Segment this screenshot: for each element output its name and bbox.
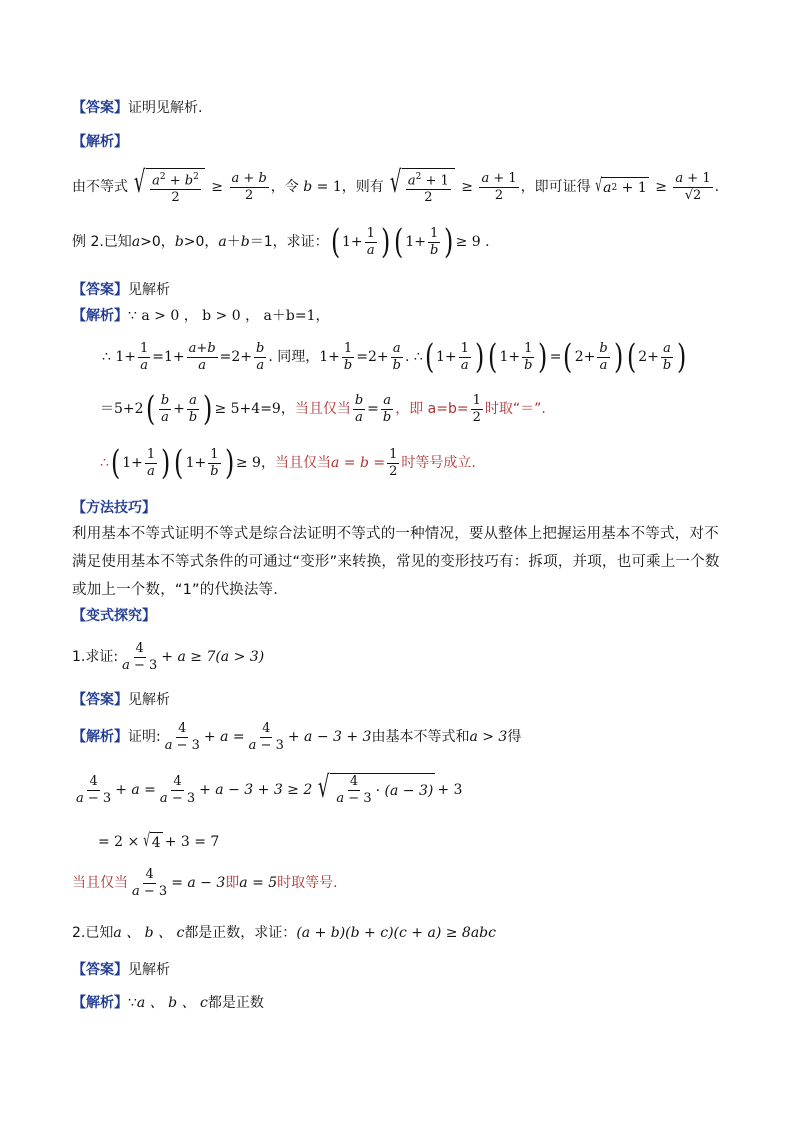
derivation-line-4: $\frac{4}{a - 3}$ + a = $\frac{4}{a - 3}$ + a − 3 + 3 ≥ 2 √ $\frac{4}{a - 3}$ · (a − 3) + 3 [76, 770, 463, 806]
question-2-line [72, 922, 496, 944]
text-let: ，令 [270, 179, 299, 195]
answer-line-4 [72, 960, 170, 980]
d5-b: 4 [150, 832, 163, 853]
variant-tag-line [72, 606, 156, 626]
question-1-line: 1.求证: $\frac{4}{a - 3}$ + a ≥ 7(a > 3) [72, 640, 265, 673]
analysis-tag-2: 【解析】 [72, 308, 128, 324]
d6-c: 即 [225, 875, 240, 891]
d5-a: = 2 × [98, 834, 140, 850]
answer-tag-2: 【答案】 [72, 282, 128, 298]
example-2-label: 例 2.已知 [72, 234, 132, 250]
example-2-prove: ＝1，求证： [249, 234, 329, 250]
text-by-inequality: 由不等式 [72, 179, 128, 195]
d1-f: . ∴ [404, 349, 423, 365]
method-tag-line [72, 498, 156, 518]
jx3-a: 证明: [128, 729, 161, 745]
d4-d: + 3 [437, 782, 463, 798]
d6-e: 时取等号. [277, 875, 338, 891]
answer-line-3 [72, 690, 170, 710]
sqrt-4: √ 4 [143, 829, 161, 851]
q2-d: (a + b)(b + c)(c + a) ≥ 8abc [296, 925, 496, 941]
q1-label: 1.求证: [72, 649, 119, 665]
analysis-tag-4: 【解析】 [72, 995, 128, 1011]
answer-tag-3: 【答案】 [72, 692, 128, 708]
sqrt-expression-4: √ $\frac{4}{a - 3}$ · (a − 3) [318, 770, 434, 806]
q2-a: 2.已知 [72, 925, 114, 941]
d3-a: ∴ [100, 455, 109, 471]
answer-text: 证明见解析. [128, 100, 203, 116]
d2-a: ＝5+2 [100, 401, 144, 417]
jx4-b: a 、 b 、 c [136, 995, 208, 1011]
method-tag: 【方法技巧】 [72, 500, 156, 516]
d2-d: = [367, 401, 379, 417]
d3-c: 当且仅当 [274, 455, 331, 471]
d3-d: a = b = [330, 455, 386, 471]
jx4-c: 都是正数 [207, 995, 264, 1011]
sqrt-expression-3: √ a 2 + 1 [594, 174, 647, 196]
q2-b: a 、 b 、 c [113, 925, 185, 941]
d2-b: ≥ 5+4=9， [214, 401, 295, 417]
inequality-line: 由不等式 √ $\frac{a^2 + b^2}{2}$ ≥ $\frac{a + b}{2}$ ，令 b = 1 ，则有 √ $\frac{a^2 + 1}{2}$ ≥ $\frac{a + 1}{2}$ ，即可证得 √ a 2 + 1 ≥ $\frac{a + 1}{√2}$ . [72, 164, 720, 206]
d2-c: 当且仅当 [294, 401, 351, 417]
derivation-line-2: ＝5+2 ( $\frac{b}{a}$ + $\frac{a}{b}$ ) ≥ 5+4=9， 当且仅当 $\frac{b}{a}$ = $\frac{a}{b}$ ，即 a=b= $\frac{1}{2}$ 时取“＝”. [100, 389, 546, 429]
d4-b: + a − 3 + 3 ≥ 2 [199, 782, 313, 798]
d1-a: ∴ 1+ [102, 349, 136, 365]
q1-expr: + a ≥ 7(a > 3) [161, 649, 265, 665]
d2-f: 时取“＝”. [484, 401, 546, 417]
derivation-line-3: ∴ ( 1+ $\frac{1}{a}$ ) ( 1+ $\frac{1}{b}$ ) ≥ 9， 当且仅当 a = b = $\frac{1}{2}$ 时等号成立. [100, 443, 476, 483]
jx3-c: + a − 3 + 3 [287, 729, 372, 745]
analysis-line-4 [72, 992, 264, 1014]
analysis-tag: 【解析】 [72, 134, 128, 150]
period: . [714, 179, 720, 195]
derivation-line-1: ∴ 1+ $\frac{1}{a}$ =1+ $\frac{a+b}{a}$ =2+ $\frac{b}{a}$ . 同理，1+ $\frac{1}{b}$ =2+ $\frac{a}{b}$ . ∴ ( 1+ $\frac{1}{a}$ ) ( 1+ $\frac{1}{b}$ ) = ( 2+ $\frac{b}{a}$ ) ( 2+ $\frac{a}{b}$ ) [102, 337, 687, 377]
cond-b: >0， [183, 234, 219, 250]
analysis-text-2: ∵ a > 0 ， b > 0 ， a＋b=1， [128, 308, 330, 324]
d4-a: + a = [115, 782, 156, 798]
q2-c: 都是正数，求证： [184, 925, 297, 941]
sqrt-expression-2: √ $\frac{a^2 + 1}{2}$ [386, 168, 455, 206]
d2-e: ，即 a=b= [395, 401, 469, 417]
sqrt-expression-1: √ $\frac{a^2 + b^2}{2}$ [130, 168, 205, 206]
jx3-d: 由基本不等式和 [371, 729, 470, 745]
var-b: b [174, 234, 184, 250]
d1-b: =1+ [152, 349, 185, 365]
analysis-line-3: 【解析】 证明: $\frac{4}{a - 3}$ + a = $\frac{4}{a - 3}$ + a − 3 + 3 由基本不等式和 a > 3 得 [72, 720, 522, 753]
d1-c: =2+ [219, 349, 253, 365]
text-can-prove: ，即可证得 [520, 179, 591, 195]
cond-a: >0， [140, 234, 175, 250]
d6-a: 当且仅当 [72, 875, 128, 891]
var-a: a [131, 234, 141, 250]
jx4-a: ∵ [128, 995, 137, 1011]
analysis-tag-line [72, 132, 128, 152]
d1-g: = [549, 349, 562, 365]
d4-c: · (a − 3) [375, 782, 434, 799]
d3-b: ≥ 9， [235, 455, 275, 471]
variant-tag: 【变式探究】 [72, 608, 156, 624]
d5-c: + 3 = 7 [164, 834, 220, 850]
plus: ＋ [226, 234, 241, 250]
answer-text-4: 见解析 [128, 962, 170, 978]
equality-condition-line: 当且仅当 $\frac{4}{a - 3}$ = a − 3 即 a = 5 时取等号. [72, 866, 338, 899]
answer-text-3: 见解析 [128, 692, 170, 708]
text-then: ，则有 [341, 179, 384, 195]
d1-d: . 同理，1+ [268, 349, 340, 365]
answer-tag: 【答案】 [72, 100, 128, 116]
var-a2: a [218, 234, 227, 250]
analysis-tag-3: 【解析】 [72, 729, 128, 745]
jx3-b: + a = [203, 729, 245, 745]
jx3-e: a > 3 [469, 729, 508, 745]
d6-d: a = 5 [239, 875, 278, 891]
analysis-line-2 [72, 306, 330, 326]
example-2-line: 例 2.已知 a >0， b >0， a ＋ b ＝1，求证： ( 1+ $\frac{1}{a}$ ) ( 1+ $\frac{1}{b}$ ) ≥ 9 . [72, 222, 490, 262]
answer-text-2: 见解析 [128, 282, 170, 298]
example-2-ge9: ≥ 9 . [455, 234, 490, 250]
d3-e: 时等号成立. [401, 455, 476, 471]
answer-tag-4: 【答案】 [72, 962, 128, 978]
d1-e: =2+ [356, 349, 389, 365]
answer-line-2 [72, 280, 170, 300]
derivation-line-5 [98, 830, 219, 854]
fraction-a-plus-b-over-2: $\frac{a + b}{2}$ [231, 170, 267, 203]
d6-b: = a − 3 [171, 875, 226, 891]
method-paragraph: 利用基本不等式证明不等式是综合法证明不等式的一种情况，要从整体上把握运用基本不等式，对不满足使用基本不等式条件的可通过“变形”来转换，常见的变形技巧有：拆项，并项，也可乘上一个数或加上一个数，“1”的代换法等． [72, 526, 720, 598]
answer-line-1 [72, 98, 202, 118]
jx3-f: 得 [507, 729, 522, 745]
var-b2: b [240, 234, 250, 250]
